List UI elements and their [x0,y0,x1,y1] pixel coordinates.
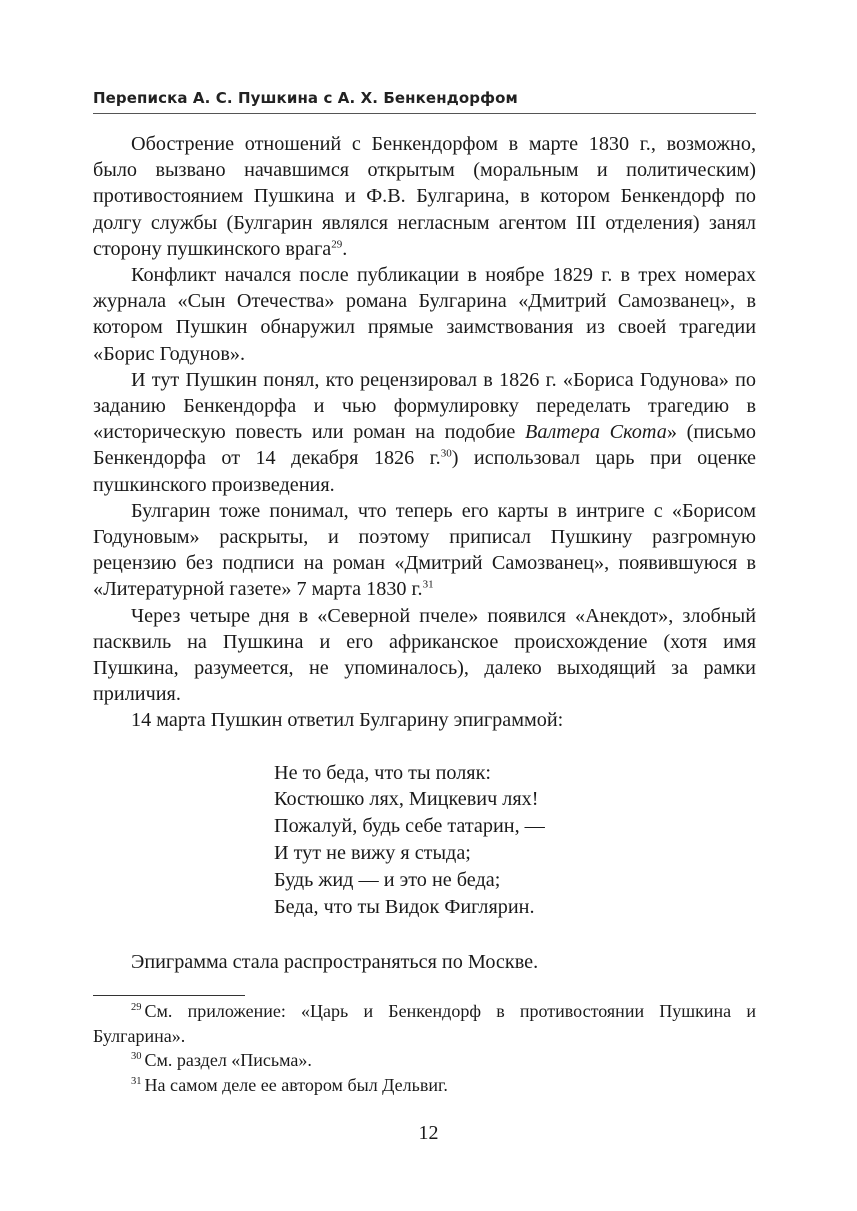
footnote-31 [93,1073,756,1098]
paragraph-3-text-b: » (письмо Бенкендорфа от 14 декабря 1826 г. [93,421,756,470]
footnote-text: См. приложение: «Царь и Бенкендорф в противостоянии Пушкина и Булгарина». [93,1001,756,1046]
poem-line: Будь жид — и это не беда; [274,868,501,891]
paragraph-5: Через четыре дня в «Северной пчеле» появился «Анекдот», злобный пасквиль на Пушкина и его африканское происхождение (хотя имя Пушкина, разумеется, не упоминалось), далеко выходящий за рамки приличия. [93,604,756,706]
paragraph-2: Конфликт начался после публикации в ноябре 1829 г. в трех номерах журнала «Сын Отечества» романа Булгарина «Дмитрий Самозванец», в котором Пушкин обнаружил прямые заимствования из своей трагедии «Борис Годунов». [93,264,756,365]
footnote-number: 30 [131,1051,142,1062]
footnote-ref-30[interactable]: 30 [440,447,452,460]
epigram-poem [274,760,756,921]
main-text [93,131,756,976]
poem-line: Беда, что ты Видок Фиглярин. [274,895,535,918]
poem-line: Пожалуй, будь себе татарин, — [274,815,545,838]
poem-line: Костюшко лях, Мицкевич лях! [274,788,539,811]
footnote-divider [93,995,245,996]
poem-line: И тут не вижу я стыда; [274,842,471,865]
footnote-number: 31 [131,1075,142,1087]
paragraph-1-end: . [342,237,348,260]
paragraph-3-text-a: И тут Пушкин понял, кто рецензировал в 1826 г. «Бориса Годунова» по заданию Бенкендорфа и чью формулировку переделать трагедию в «историческую повесть или роман на подобие [93,368,756,444]
paragraph-6: 14 марта Пушкин ответил Булгарину эпиграммой: [131,709,564,732]
poem-line: Не то беда, что ты поляк: [274,761,491,784]
footnote-29 [93,999,756,1048]
footnote-text: На самом деле ее автором был Дельвиг. [144,1074,448,1095]
paragraph-3-italic: Валтера Скота [525,421,667,444]
paragraph-3 [93,367,756,498]
paragraph-1-text: Обострение отношений с Бенкендорфом в марте 1830 г., возможно, было вызвано начавшимся открытым (моральным и политическим) противостоянием Пушкина и Ф.В. Булгарина, в котором Бенкендорф по долгу службы (Булгарин являлся негласным агентом III отделения) занял сторону пушкинского врага [93,133,756,260]
footnotes [93,999,756,1097]
paragraph-4-text: Булгарин тоже понимал, что теперь его карты в интриге с «Борисом Годуновым» раскрыты, и поэтому приписал Пушкину разгромную рецензию без подписи на роман «Дмитрий Самозванец», появившуюся в «Литературной газете» 7 марта 1830 г. [93,499,756,601]
paragraph-1 [93,131,756,262]
paragraph-3-text-c: ) использовал царь при оценке пушкинского произведения. [93,447,757,496]
footnote-text: См. раздел «Письма». [144,1050,312,1070]
footnote-number: 29 [131,1002,142,1013]
running-header: Переписка А. С. Пушкина с А. Х. Бенкендорфом [93,89,518,107]
footnote-ref-31[interactable]: 31 [422,578,434,591]
footnote-ref-29[interactable]: 29 [331,238,343,251]
paragraph-7: Эпиграмма стала распространяться по Москве. [131,951,539,974]
paragraph-4 [93,498,756,603]
footnote-30 [93,1048,756,1073]
page-number: 12 [418,1122,439,1144]
header-divider [93,113,756,114]
